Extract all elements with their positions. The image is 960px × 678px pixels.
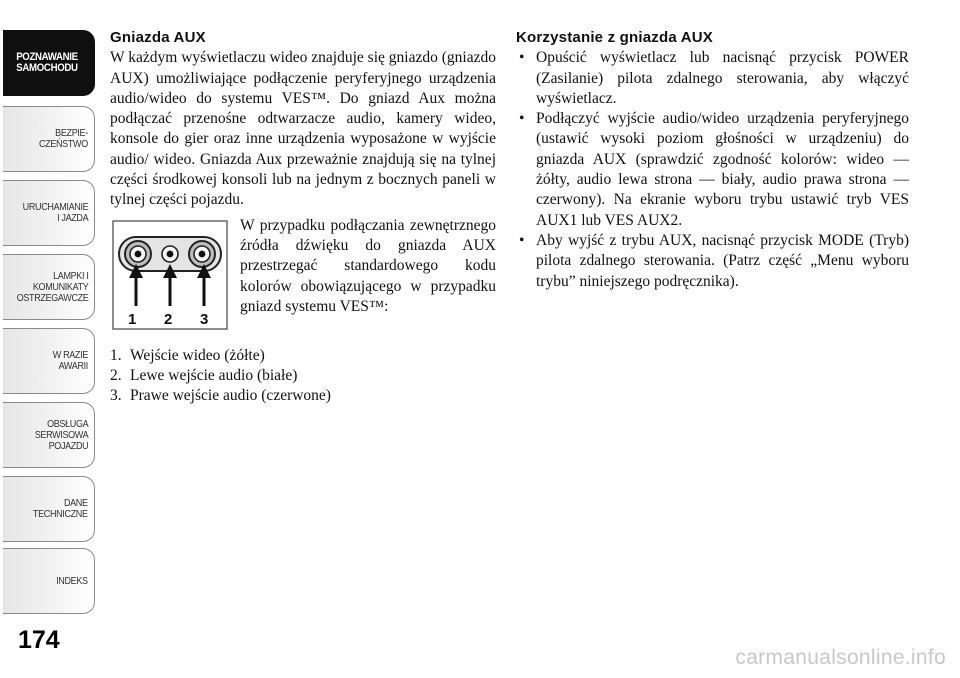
bullet-marker: • bbox=[519, 49, 525, 67]
tab-label: BEZPIE- CZEŃSTWO bbox=[39, 127, 88, 150]
list-item bbox=[110, 366, 496, 386]
list-text: Opuścić wyświetlacz lub nacisnąć przycisk POWER (Zasilanie) pilota zdalnego sterowania, aby włączyć wyświetlacz. bbox=[536, 49, 909, 107]
page-number: 174 bbox=[18, 626, 60, 654]
bullet-marker: • bbox=[519, 231, 525, 249]
using-aux-section bbox=[516, 28, 909, 292]
intro-paragraph: W każdym wyświetlaczu wideo znajduje się gniazdo (gniazdo AUX) umożliwiające podłączenie peryferyjnego urządzenia audio/wideo do systemu VES™. Do gniazd Aux można podłączać przenośne odtwarzacze audio, kamery wideo, konsole do gier oraz inne urządzenia wyposażone w wyjście audio/ wideo. Gniazda Aux przeważnie znajdują się na tylnej części środkowej konsoli lub na jednym z bocznych paneli w tylnej części pojazdu. bbox=[110, 49, 496, 209]
tab-lampki-i-komunikaty[interactable] bbox=[3, 254, 95, 320]
list-text: Lewe wejście audio (białe) bbox=[130, 366, 298, 384]
list-item bbox=[110, 386, 496, 406]
list-text: Podłączyć wyjście audio/wideo urządzenia peryferyjnego (ustawić wysoki poziom głośności w urządzeniu) do gniazda AUX (sprawdzić zgodność kolorów: wideo — żółty, audio lewa strona — biały, audio prawa strona — czerwony). Na ekranie wyboru trybu ustawić tryb VES AUX1 lub VES AUX2. bbox=[536, 110, 909, 229]
list-number: 1. bbox=[110, 346, 122, 364]
list-item bbox=[516, 231, 909, 292]
tab-label: POZNAWANIE SAMOCHODU bbox=[15, 51, 78, 74]
jack-list bbox=[110, 346, 496, 407]
tab-label: INDEKS bbox=[56, 574, 88, 587]
figure-block bbox=[110, 216, 496, 332]
list-item bbox=[516, 48, 909, 109]
list-text: Aby wyjść z trybu AUX, nacisnąć przycisk MODE (Tryb) pilota zdalnego sterowania. (Patrz część „Menu wyboru trybu” niniejszego podręcznika). bbox=[536, 231, 909, 290]
instruction-list bbox=[516, 48, 909, 292]
tab-indeks[interactable] bbox=[3, 548, 95, 614]
list-item bbox=[516, 109, 909, 231]
aux-jacks-illustration bbox=[112, 220, 228, 330]
tab-label: URUCHAMIANIE I JAZDA bbox=[22, 201, 88, 224]
section-tabs bbox=[0, 0, 100, 678]
jack-label-2: 2 bbox=[164, 310, 173, 328]
color-code-paragraph: W przypadku podłączania zewnętrznego źródła dźwięku do gniazda AUX przestrzegać standardowego kodu kolorów obowiązującego w przypadku gniazd systemu VES™: bbox=[240, 216, 496, 315]
tab-label: LAMPKI I KOMUNIKATY OSTRZEGAWCZE bbox=[16, 269, 88, 304]
tab-poznawanie-samochodu[interactable] bbox=[3, 30, 95, 96]
tab-uruchamianie-i-jazda[interactable] bbox=[3, 180, 95, 246]
tab-label: DANE TECHNICZNE bbox=[33, 497, 88, 520]
tab-label: OBSŁUGA SERWISOWA POJAZDU bbox=[34, 417, 88, 452]
section-heading: Korzystanie z gniazda AUX bbox=[516, 29, 713, 46]
jack-label-1: 1 bbox=[128, 310, 137, 328]
list-item bbox=[110, 346, 496, 366]
tab-w-razie-awarii[interactable] bbox=[3, 328, 95, 394]
jack-label-3: 3 bbox=[200, 310, 209, 328]
list-text: Prawe wejście audio (czerwone) bbox=[130, 387, 331, 405]
list-number: 2. bbox=[110, 366, 122, 384]
bullet-marker: • bbox=[519, 110, 525, 128]
tab-dane-techniczne[interactable] bbox=[3, 476, 95, 542]
list-text: Wejście wideo (żółte) bbox=[130, 346, 265, 364]
tab-bezpieczenstwo[interactable] bbox=[3, 106, 95, 172]
tab-obsluga-serwisowa[interactable] bbox=[3, 402, 95, 468]
aux-jacks-section bbox=[110, 28, 496, 407]
tab-label: W RAZIE AWARII bbox=[52, 349, 88, 372]
watermark: carmanualsonline.info bbox=[735, 646, 946, 669]
list-number: 3. bbox=[110, 387, 122, 405]
section-heading: Gniazda AUX bbox=[110, 29, 206, 46]
